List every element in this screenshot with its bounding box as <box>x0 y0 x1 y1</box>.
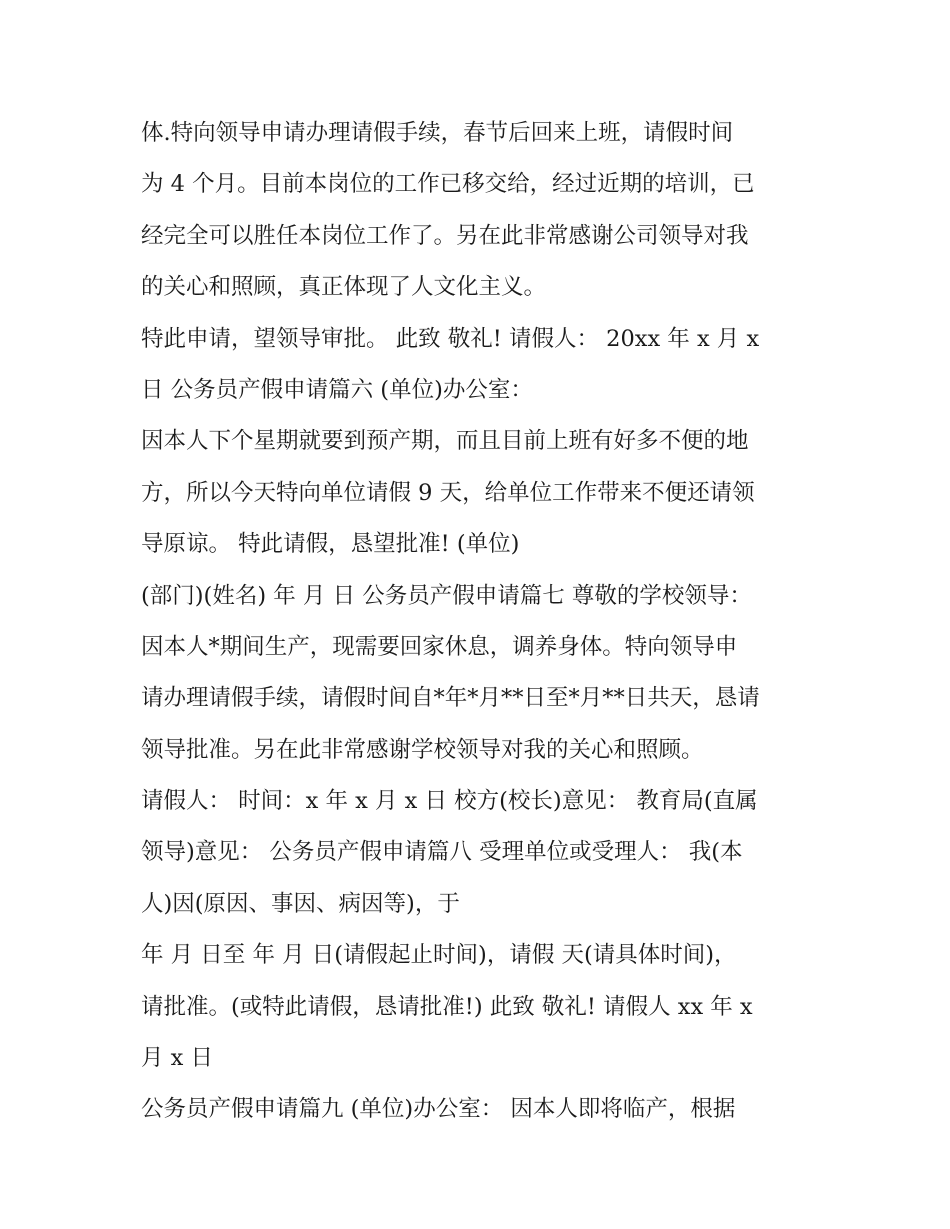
text-line-1: 体.特向领导申请办理请假手续，春节后回来上班，请假时间 <box>141 120 734 146</box>
text-line-20: 公务员产假申请篇九 (单位)办公室： 因本人即将临产，根据 <box>141 1096 736 1123</box>
text-line-13: 领导批准。另在此非常感谢学校领导对我的关心和照顾。 <box>141 736 704 763</box>
text-line-9: 导原谅。 特此请假，恳望批准! (单位) <box>141 531 520 558</box>
text-line-12: 请办理请假手续，请假时间自*年*月**日至*月**日共天，恳请 <box>141 685 760 712</box>
text-line-16: 人)因(原因、事因、病因等)，于 <box>141 890 460 917</box>
text-line-11: 因本人*期间生产，现需要回家休息，调养身体。特向领导申 <box>141 633 738 660</box>
text-line-19: 月 x 日 <box>141 1045 213 1072</box>
text-line-18: 请批准。(或特此请假，恳请批准!) 此致 敬礼! 请假人 xx 年 x <box>141 993 753 1020</box>
text-line-17: 年 月 日至 年 月 日(请假起止时间)，请假 天(请具体时间)， <box>141 942 737 969</box>
text-line-8: 方，所以今天特向单位请假 9 天，给单位工作带来不便还请领 <box>141 479 755 506</box>
text-line-15: 领导)意见： 公务员产假申请篇八 受理单位或受理人： 我(本 <box>141 839 743 866</box>
text-line-4: 的关心和照顾，真正体现了人文化主义。 <box>141 274 547 301</box>
text-line-7: 因本人下个星期就要到预产期，而且目前上班有好多不便的地 <box>141 428 749 455</box>
text-line-6: 日 公务员产假申请篇六 (单位)办公室： <box>141 376 533 403</box>
text-line-5: 特此申请，望领导审批。 此致 敬礼! 请假人： 20xx 年 x 月 x <box>141 325 760 352</box>
text-line-14: 请假人： 时间：x 年 x 月 x 日 校方(校长)意见： 教育局(直属 <box>141 788 758 815</box>
document-body <box>141 108 821 1136</box>
text-line-10: (部门)(姓名) 年 月 日 公务员产假申请篇七 尊敬的学校领导： <box>141 582 752 609</box>
text-line-2: 为 4 个月。目前本岗位的工作已移交给，经过近期的培训，已 <box>141 171 755 198</box>
text-line-3: 经完全可以胜任本岗位工作了。另在此非常感谢公司领导对我 <box>141 222 749 249</box>
